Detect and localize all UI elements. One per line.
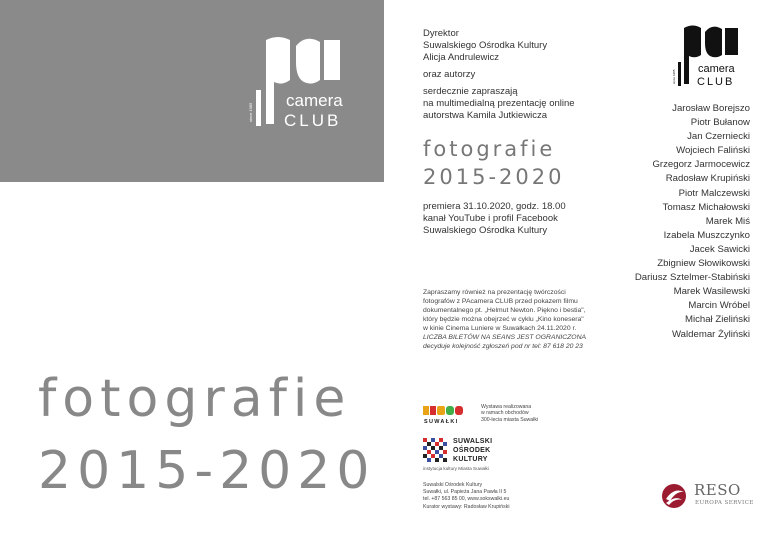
big-title: fotografie <box>38 369 352 429</box>
author-name: Michał Zieliński <box>684 314 750 326</box>
s300-line: w ramach obchodów <box>481 410 529 417</box>
extra-line: Zapraszamy również na prezentację twórczości <box>423 289 566 296</box>
extra-line-emphasis: LICZBA BILETÓW NA SEANS JEST OGRANICZONA <box>423 334 587 341</box>
author-name: Marcin Wróbel <box>688 300 750 312</box>
invite-line: Suwalskiego Ośrodka Kultury <box>423 40 548 51</box>
extra-line: fotografów z PAcamera CLUB przed pokazem filmu <box>423 298 578 305</box>
premiere-line: kanał YouTube i profil Facebook <box>423 213 558 224</box>
author-name: Wojciech Faliński <box>676 145 750 157</box>
sok-subtitle: instytucja kultury Miasta Suwałki <box>423 466 489 471</box>
suwalki-300-logo <box>423 405 463 425</box>
author-name: Radosław Krupiński <box>665 173 750 185</box>
author-name: Dariusz Sztelmer-Stabiński <box>634 272 750 284</box>
author-name: Izabela Muszczynko <box>663 229 750 241</box>
small-logo-club: CLUB <box>697 76 735 88</box>
sok-line: KULTURY <box>453 456 488 463</box>
author-name: Marek Miś <box>705 215 750 227</box>
premiere-block <box>423 201 566 237</box>
extra-info-block <box>423 288 623 351</box>
mid-title: fotografie <box>423 137 556 161</box>
author-name: Jan Czerniecki <box>687 131 750 143</box>
reso-subtitle: EUROPA SERVICE <box>695 500 754 506</box>
suwalki-logo-text: SUWAŁKI <box>424 419 459 425</box>
contact-line: tel. +87 563 85 00, www.sokswalki.eu <box>423 496 510 503</box>
contact-line: Suwalski Ośrodek Kultury <box>423 482 483 488</box>
author-name: Tomasz Michałowski <box>662 201 750 213</box>
invite-line: oraz autorzy <box>423 69 476 80</box>
authors-list <box>635 102 750 342</box>
sok-checker-logo <box>423 438 447 462</box>
invite-line: Alicja Andrulewicz <box>423 52 500 63</box>
logo-camera-word: camera <box>286 91 343 110</box>
logo-since-text: since 1985 <box>248 102 253 122</box>
reso-name: RESO <box>694 481 741 499</box>
suwalki-300-caption <box>481 404 571 423</box>
author-name: Piotr Bułanow <box>690 117 750 129</box>
logo-club-word: CLUB <box>284 111 342 130</box>
reso-icon <box>660 483 688 509</box>
author-name: Zbigniew Słowikowski <box>657 258 750 270</box>
sok-line: SUWALSKI <box>453 438 493 445</box>
extra-line: w kinie Cinema Luniere w Suwałkach 24.11.2020 r. <box>423 325 577 332</box>
invite-line: serdecznie zapraszają <box>423 86 518 97</box>
pa-camera-club-logo-small <box>672 22 752 90</box>
author-name: Piotr Malczewski <box>678 187 750 199</box>
contact-line: Kurator wystawy: Radosław Krupiński <box>423 503 510 510</box>
s300-line: 300-lecia miasta Suwałki <box>481 416 539 423</box>
s300-line: Wystawa realizowana <box>481 404 532 410</box>
small-logo-camera: camera <box>698 63 735 75</box>
invite-line: autorstwa Kamila Jutkiewicza <box>423 110 548 121</box>
sok-line: OŚRODEK <box>453 447 491 454</box>
author-name: Marek Wasilewski <box>673 286 750 298</box>
author-name: Grzegorz Jarmocewicz <box>652 159 750 171</box>
extra-line-emphasis: decyduje kolejność zgłoszeń pod nr tel: 87 618 20 23 <box>423 343 583 350</box>
big-years: 2015-2020 <box>38 441 376 501</box>
premiere-line: Suwalskiego Ośrodka Kultury <box>423 225 548 236</box>
contact-line: Suwałki, ul. Papieża Jana Pawła II 5 <box>423 489 507 496</box>
small-logo-since: since 1985 <box>672 69 676 84</box>
premiere-line: premiera 31.10.2020, godz. 18.00 <box>423 201 566 212</box>
contact-block <box>423 482 510 511</box>
invite-line: Dyrektor <box>423 28 459 39</box>
pa-camera-club-logo <box>248 32 358 132</box>
extra-line: dokumentalnego pt. „Helmut Newton. Piękno i bestia", <box>423 307 586 314</box>
invite-line: na multimedialną prezentację online <box>423 98 575 109</box>
extra-line: który będzie można obejrzeć w cyklu „Kino konesera" <box>423 316 584 323</box>
author-name: Jarosław Borejszo <box>672 103 750 114</box>
invitation-block <box>423 28 575 122</box>
sok-name <box>453 437 492 464</box>
author-name: Jacek Sawicki <box>689 243 750 255</box>
author-name: Waldemar Żyliński <box>671 328 750 340</box>
mid-years: 2015-2020 <box>423 165 565 189</box>
